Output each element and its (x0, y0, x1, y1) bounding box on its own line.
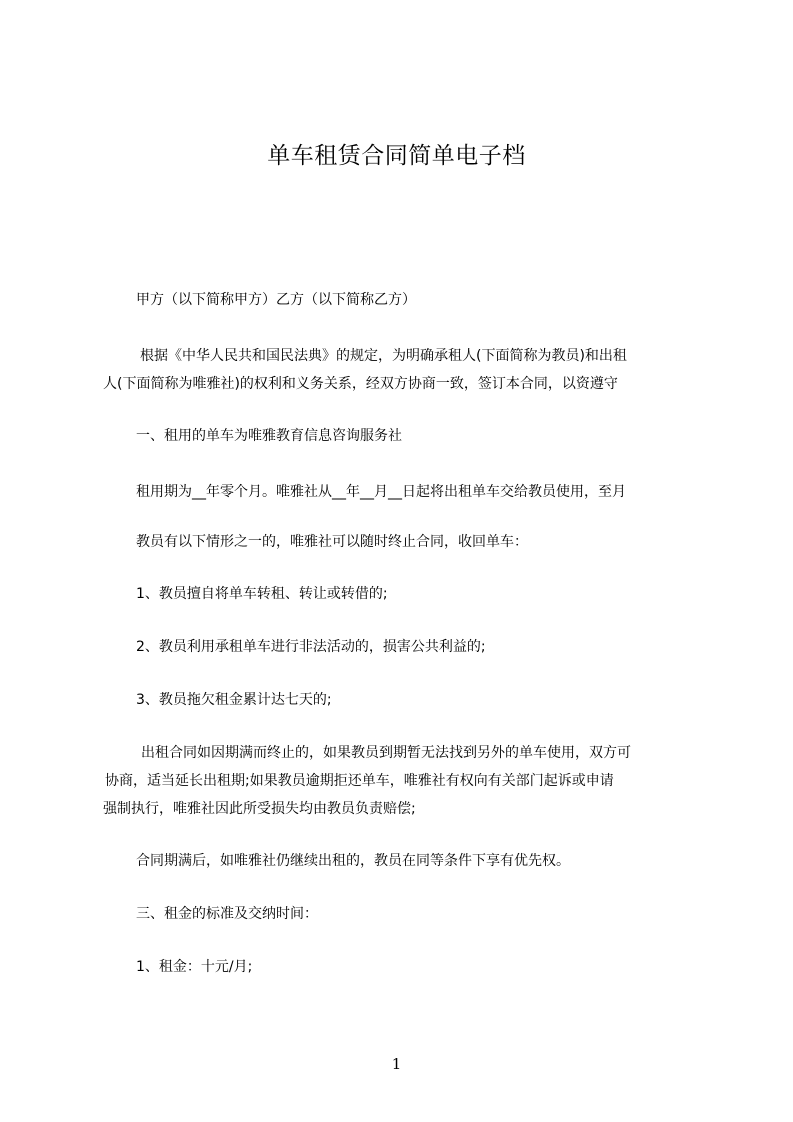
document-title: 单车租赁合同简单电子档 (267, 143, 526, 169)
section-1-heading: 一、租用的单车为唯雅教育信息咨询服务社 (136, 428, 402, 444)
expiry-line-2: 协商，适当延长出租期;如果教员逾期拒还单车，唯雅社有权向有关部门起诉或申请 (105, 773, 614, 789)
basis-line-1: 根据《中华人民共和国民法典》的规定，为明确承租人(下面简称为教员)和出租 (140, 348, 627, 364)
termination-intro: 教员有以下情形之一的，唯雅社可以随时终止合同，收回单车： (136, 534, 528, 550)
section-3-heading: 三、租金的标准及交纳时间： (136, 906, 318, 922)
basis-line-2: 人(下面简称为唯雅社)的权利和义务关系，经双方协商一致，签订本合同，以资遵守 (103, 376, 618, 392)
parties-paragraph: 甲方（以下简称甲方）乙方（以下简称乙方） (136, 292, 416, 308)
basis-paragraph (105, 342, 695, 398)
rent-item: 1、租金：十元/月; (136, 959, 253, 975)
priority-paragraph: 合同期满后，如唯雅社仍继续出租的，教员在同等条件下享有优先权。 (136, 853, 570, 869)
term-paragraph: 租用期为__年零个月。唯雅社从__年__月__日起将出租单车交给教员使用，至月 (136, 484, 626, 500)
expiry-paragraph (105, 739, 695, 823)
list-item-3: 3、教员拖欠租金累计达七天的; (136, 692, 332, 708)
expiry-line-1: 出租合同如因期满而终止的，如果教员到期暂无法找到另外的单车使用，双方可 (141, 745, 631, 761)
list-item-1: 1、教员擅自将单车转租、转让或转借的; (136, 586, 388, 602)
list-item-2: 2、教员利用承租单车进行非法活动的，损害公共利益的; (136, 639, 486, 655)
page-number: 1 (391, 1055, 402, 1073)
expiry-line-3: 强制执行，唯雅社因此所受损失均由教员负责赔偿; (103, 801, 416, 817)
